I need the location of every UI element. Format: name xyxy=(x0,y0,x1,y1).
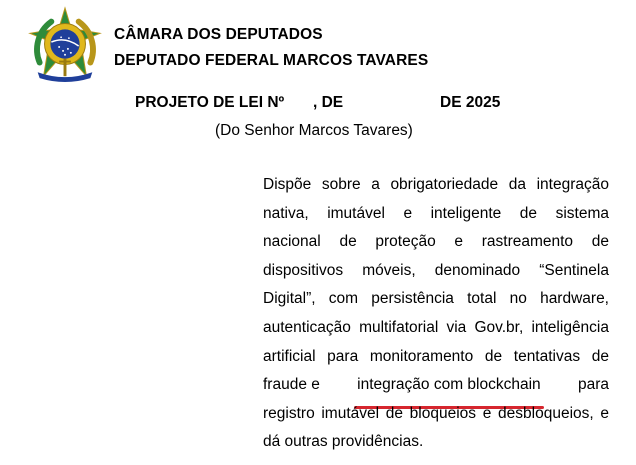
highlighted-phrase xyxy=(357,375,541,404)
summary-line: nativa, imutável e inteligente de sistema xyxy=(263,204,609,222)
summary-line: dá outras providências. xyxy=(263,433,424,451)
brazil-coat-of-arms-icon xyxy=(26,6,104,84)
bill-author: (Do Senhor Marcos Tavares) xyxy=(215,122,413,139)
summary-line xyxy=(263,375,609,404)
summary-line: autenticação multifatorial via Gov.br, inteligência xyxy=(263,318,609,336)
summary-line: dispositivos móveis, denominado “Sentinela xyxy=(263,261,609,279)
summary-line: registro imutável de bloqueios e desbloqueios, e xyxy=(263,404,609,422)
bill-summary xyxy=(263,175,609,461)
chamber-name: CÂMARA DOS DEPUTADOS xyxy=(114,26,323,43)
highlighted-phrase-text: integração com blockchain xyxy=(357,376,541,394)
bill-title-date: , DE xyxy=(313,94,344,111)
summary-line: artificial para monitoramento de tentativas de xyxy=(263,347,609,365)
bill-title-number: PROJETO DE LEI Nº xyxy=(135,94,285,111)
deputy-name: DEPUTADO FEDERAL MARCOS TAVARES xyxy=(114,52,429,69)
summary-text-after: para xyxy=(577,376,609,394)
summary-line: Digital”, com persistência total no hardware, xyxy=(263,290,609,308)
summary-line: Dispõe sobre a obrigatoriedade da integração xyxy=(263,176,609,193)
summary-text-before: fraude e xyxy=(263,376,320,394)
summary-line: nacional de proteção e rastreamento de xyxy=(263,233,609,251)
bill-title-year: DE 2025 xyxy=(440,94,501,111)
